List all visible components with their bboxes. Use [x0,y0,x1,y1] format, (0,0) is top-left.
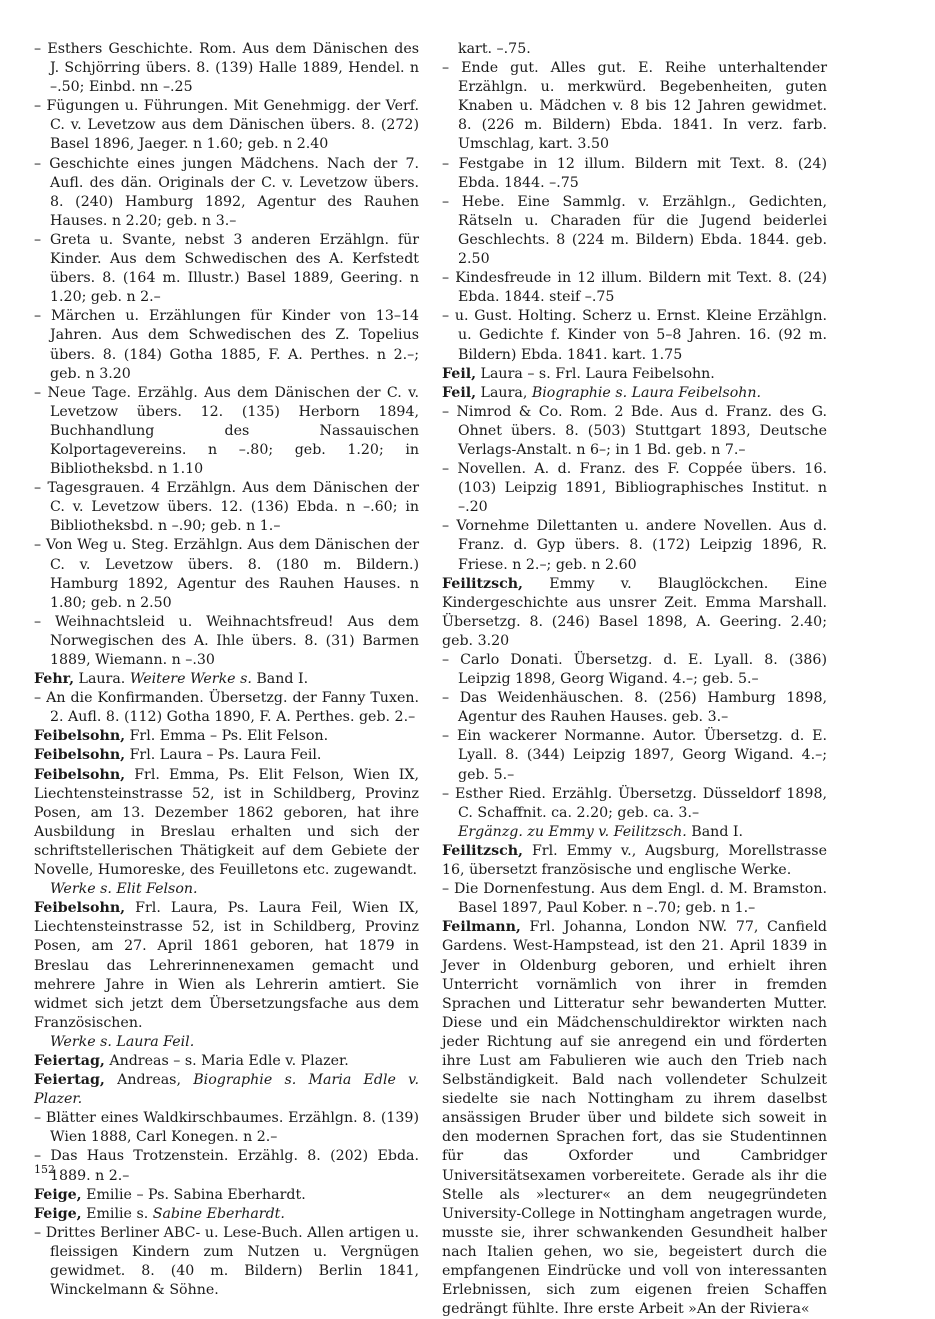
entry [442,651,827,689]
entry-text: Band I. [251,671,309,688]
entry-text: – Fügungen u. Führungen. Mit Genehmigg. der Verf. C. v. Levetzow aus dem Dänischen übers. 8. (272) Basel 1896, Jaeger. n 1.60; geb. n 2.40 [34,98,419,153]
entry [442,403,827,460]
entry [34,40,419,97]
entry-text: Laura. [74,671,130,688]
entry-heading: Fehr, [34,671,75,688]
entry [34,613,419,670]
entry-heading: Feil, [442,384,477,401]
entry-heading: Feilmann, [442,919,521,936]
entry [34,307,419,383]
entry [442,307,827,364]
entry-text: – Märchen u. Erzählungen für Kinder von 13–14 Jahren. Aus dem Schwedischen des Z. Topelius übers. 8. (184) Gotha 1885, F. A. Perthes. n 2.–; geb. n 3.20 [34,308,419,382]
entry [34,727,419,746]
entry [34,1224,419,1300]
entry-text: – Vornehme Dilettanten u. andere Novellen. Aus d. Franz. d. Gyp übers. 8. (172) Leipzig 1896, R. Friese. n 2.–; geb. n 2.60 [442,518,827,573]
entry-text: Laura, [476,384,532,401]
entry [442,384,827,403]
entry-text: Frl. Laura, Ps. Laura Feil, Wien IX, Liechtensteinstrasse 52, ist in Schildberg, Provinz Posen, am 27. April 1861 geboren, hat 1879 in Breslau das Lehrerinnenexamen gemacht und mehrere Jahre in Wien als Lehrerin amtiert. Sie widmet sich jetzt dem Übersetzungsfache aus dem Französischen. [34,900,419,1031]
page-number: 152 [34,1163,55,1176]
entry-text: – Die Dornenfestung. Aus dem Engl. d. M. Bramston. Basel 1897, Paul Kober. n –.70; geb. n 1.– [442,881,827,917]
entry [34,97,419,154]
entry [34,231,419,307]
entry [34,1186,419,1205]
entry [34,746,419,765]
entry-heading: Feibelsohn, [34,747,126,764]
entry [34,1109,419,1147]
entry [442,689,827,727]
entry-text: Frl. Laura – Ps. Laura Feil. [125,747,322,764]
entry-text: – Novellen. A. d. Franz. des F. Coppée übers. 16. (103) Leipzig 1891, Bibliographisches Institut. n –.20 [442,461,827,516]
entry [442,40,827,59]
entry-text: – Das Haus Trotzenstein. Erzählg. 8. (202) Ebda. 1889. n 2.– [34,1148,419,1184]
entry [34,536,419,612]
entry-text: – An die Konfirmanden. Übersetzg. der Fanny Tuxen. 2. Aufl. 8. (112) Gotha 1890, F. A. Perthes. geb. 2.– [34,690,419,726]
entry-text: Emilie s. [81,1205,153,1222]
entry-text: Frl. Johanna, London NW. 77, Canfield Gardens. West-Hampstead, ist den 21. April 1839 in Jever in Oldenburg geboren, und erhielt ihren Unterricht vornämlich von ihrer in fremden Sprachen und Litteratur sehr bewanderten Mutter. Diese und ein Mädchenschuldirektor wirkten nach jeder Richtung auf sie anregend ein und förderten ihre Lust am Fabulieren wie auch den Trieb nach Selbständigkeit. Bald nach vollendeter Schulzeit siedelte sie nach Nottingham zu ihrem daselbst ansässigen Bruder über und bildete sich soweit in den modernen Sprachen fort, das sie Studentinnen für das Oxforder und Cambridger Universitätsexamen vorbereitete. Gerade als ihr die Stelle als »lecturer« an dem neugegründeten University-College in Nottingham angetragen wurde, musste sie, ihrer schwankenden Gesundheit halber nach Italien gehen, wo sie, begeistert durch die empfangenen Eindrücke und voll von interessanten Erlebnissen, sich zum eigenen freien Schaffen gedrängt fühlte. Ihre erste Arbeit »An der Riviera« [442,919,827,1318]
entry-italic: Ergänzg. zu Emmy v. Feilitzsch. [458,823,687,840]
entry-italic: Werke s. Elit Felson. [50,881,198,898]
entry [442,517,827,574]
entry [442,842,827,880]
entry-text: – Esthers Geschichte. Rom. Aus dem Dänischen des J. Schjörring übers. 8. (139) Halle 1889, Hendel. n –.50; Einbd. nn –.25 [34,41,419,96]
entry [34,155,419,231]
entry-heading: Feige, [34,1186,82,1203]
entry [442,575,827,651]
entry [442,269,827,307]
entry-text: – Von Weg u. Steg. Erzählgn. Aus dem Dänischen der C. v. Levetzow übers. 8. (180 m. Bildern.) Hamburg 1892, Agentur des Rauhen Hauses. n 1.80; geb. n 2.50 [34,537,419,611]
entry [34,384,419,479]
entry-text: Emilie – Ps. Sabina Eberhardt. [81,1186,306,1203]
entry-text: Frl. Emma, Ps. Elit Felson, Wien IX, Liechtensteinstrasse 52, ist in Schildberg, Provinz Posen, am 13. Dezember 1862 geboren, hat ihre Ausbildung in Breslau erhalten und sich der schriftstellerischen Thätigkeit auf dem Gebiete der Novelle, Humoreske, des Feuilletons etc. zugewandt. [34,766,419,879]
entry-text: – Kindesfreude in 12 illum. Bildern mit Text. 8. (24) Ebda. 1844. steif –.75 [442,270,827,306]
entry-text: – Carlo Donati. Übersetzg. d. E. Lyall. 8. (386) Leipzig 1898, Georg Wigand. 4.–; geb. 5.– [442,652,827,688]
entry-text: – Hebe. Eine Sammlg. v. Erzählgn., Gedichten, Rätseln u. Charaden für die Jugend beiderlei Geschlechts. 8 (224 m. Bildern) Ebda. 1844. geb. 2.50 [442,193,827,268]
entry-italic: Biographie s. Laura Feibelsohn. [531,384,762,401]
entry [34,1205,419,1224]
entry-text: Band I. [686,823,744,840]
entry [34,766,419,881]
entry-italic: Weitere Werke s. [129,671,252,688]
entry [442,365,827,384]
entry-heading: Feiertag, [34,1072,105,1089]
entry-text: kart. –.75. [458,41,531,57]
entry [34,1052,419,1071]
entry [442,460,827,517]
entry-text: – Tagesgrauen. 4 Erzählgn. Aus dem Dänischen der C. v. Levetzow übers. 12. (136) Ebda. n –.60; in Bibliotheksbd. n –.90; geb. n 1.– [34,480,419,535]
entry [442,918,827,1319]
entry-heading: Feibelsohn, [34,728,126,745]
entry-text: Andreas, [104,1072,194,1089]
entry-text: – Drittes Berliner ABC- u. Lese-Buch. Allen artigen u. fleissigen Kindern zum Nutzen u. Vergnügen gewidmet. 8. (40 m. Bildern) Berlin 1841, Winckelmann & Söhne. [34,1224,419,1299]
entry-text: Frl. Emma – Ps. Elit Felson. [125,728,329,745]
entry-text: – Blätter eines Waldkirschbaumes. Erzählgn. 8. (139) Wien 1888, Carl Konegen. n 2.– [34,1110,419,1146]
entry [34,670,419,689]
entry-text: Laura – s. Frl. Laura Feibelsohn. [476,365,715,382]
entry-text: – Das Weidenhäuschen. 8. (256) Hamburg 1898, Agentur des Rauhen Hauses. geb. 3.– [442,690,827,726]
entry-heading: Feibelsohn, [34,900,126,917]
entry [442,155,827,193]
entry-heading: Feilitzsch, [442,842,523,859]
entry-italic: Werke s. Laura Feil. [50,1033,195,1050]
entry [442,823,827,842]
entry-text: – Neue Tage. Erzählg. Aus dem Dänischen der C. v. Levetzow übers. 12. (135) Herborn 1894, Buchhandlung des Nassauischen Kolportagevereins. n –.80; geb. 1.20; in Bibliotheksbd. n 1.10 [34,384,419,478]
entry-text: – Geschichte eines jungen Mädchens. Nach der 7. Aufl. des dän. Originals der C. v. Levetzow übers. 8. (240) Hamburg 1892, Agentur des Rauhen Hauses. n 2.20; geb. n 3.– [34,155,419,229]
entry-text: Emmy v. Blauglöckchen. Eine Kindergeschichte aus unsrer Zeit. Emma Marshall. Übersetzg. 8. (246) Basel 1898, A. Geering. 2.40; geb. 3.20 [442,575,827,649]
entry-italic: Sabine Eberhardt. [152,1205,285,1222]
entry-text: – Greta u. Svante, nebst 3 anderen Erzählgn. für Kinder. Aus dem Schwedischen des A. Kerfstedt übers. 8. (164 m. Illustr.) Basel 1889, Geering. n 1.20; geb. n 2.– [34,231,419,306]
entry [442,193,827,269]
entry [442,880,827,918]
entry [442,785,827,823]
entry [34,1071,419,1109]
entry-heading: Feil, [442,365,477,382]
entry-text: – Ein wackerer Normanne. Autor. Übersetzg. d. E. Lyall. 8. (344) Leipzig 1897, Georg Wigand. 4.–; geb. 5.– [442,728,827,783]
entry-text: Andreas – s. Maria Edle v. Plazer. [104,1052,349,1069]
entry [34,1147,419,1185]
entry-text: – Ende gut. Alles gut. E. Reihe unterhaltender Erzählgn. u. merkwürd. Begebenheiten, guten Knaben u. Mädchen v. 8 bis 12 Jahren gewidmet. 8. (226 m. Bildern) Ebda. 1841. In verz. farb. Umschlag, kart. 3.50 [442,60,827,153]
entry [442,59,827,154]
entry-heading: Feibelsohn, [34,766,126,783]
entry-text: Frl. Emmy v., Augsburg, Morellstrasse 16, übersetzt französische und englische Werke. [442,842,827,879]
entry [34,880,419,899]
entry-text: – Weihnachtsleid u. Weihnachtsfreud! Aus dem Norwegischen des A. Ihle übers. 8. (31) Barmen 1889, Wiemann. n –.30 [34,613,419,668]
left-column [34,40,419,1300]
entry [34,689,419,727]
entry-text: – Festgabe in 12 illum. Bildern mit Text. 8. (24) Ebda. 1844. –.75 [442,155,827,191]
entry-italic: Biographie s. Maria Edle v. Plazer. [34,1072,419,1108]
entry-heading: Feiertag, [34,1052,105,1069]
entry-text: – Esther Ried. Erzählg. Übersetzg. Düsseldorf 1898, C. Schaffnit. ca. 2.20; geb. ca. 3.– [442,785,827,821]
entry [34,899,419,1033]
entry-text: – Nimrod & Co. Rom. 2 Bde. Aus d. Franz. des G. Ohnet übers. 8. (503) Stuttgart 1893, Deutsche Verlags-Anstalt. n 6–; in 1 Bd. geb. n 7.– [442,403,827,458]
entry-heading: Feilitzsch, [442,575,523,592]
right-column [442,40,827,1319]
entry [34,1033,419,1052]
entry [442,727,827,784]
entry-text: – u. Gust. Holting. Scherz u. Ernst. Kleine Erzählgn. u. Gedichte f. Kinder von 5–8 Jahren. 16. (92 m. Bildern) Ebda. 1841. kart. 1.75 [442,308,827,363]
entry-heading: Feige, [34,1205,82,1222]
entry [34,479,419,536]
